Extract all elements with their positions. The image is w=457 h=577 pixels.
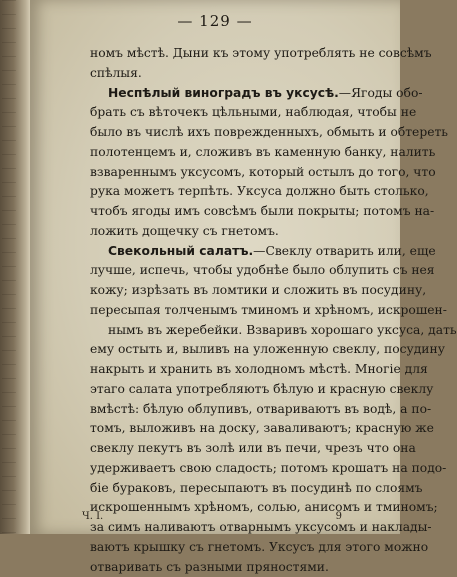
book-page: [30, 0, 400, 534]
recipe-title-beet-salad: Свекольный салатъ.: [108, 244, 253, 258]
text-line: ваютъ крышку съ гнетомъ. Уксусъ для этого можно: [90, 538, 406, 558]
text-line: вмѣстѣ: бѣлую облупивъ, отвариваютъ въ водѣ, а по-: [90, 400, 406, 420]
text-line: отваривать съ разными пряностями.: [90, 558, 406, 577]
text-line: біе бураковъ, пересыпаютъ въ посудинѣ по слоямъ: [90, 479, 406, 499]
page-number: — 129 —: [30, 12, 400, 30]
recipe-title-grapes: Неспѣлый виноградъ въ уксусѣ.: [108, 86, 339, 100]
text-line: нымъ въ жеребейки. Взваривъ хорошаго уксуса, дать: [90, 321, 406, 341]
text-line: удерживаетъ свою сладость; потомъ крошатъ на подо-: [90, 459, 406, 479]
text-line-rest: —Ягоды обо-: [339, 86, 423, 100]
text-line: кожу; изрѣзать въ ломтики и сложить въ посудину,: [90, 281, 406, 301]
text-line: свеклу пекутъ въ золѣ или въ печи, чрезъ что она: [90, 439, 406, 459]
text-line: томъ, выложивъ на доску, заваливаютъ; красную же: [90, 419, 406, 439]
sheet-number: 9: [336, 511, 342, 522]
text-line: брать съ вѣточекъ цѣльными, наблюдая, чтобы не: [90, 103, 406, 123]
text-line: взвареннымъ уксусомъ, который остылъ до того, что: [90, 163, 406, 183]
text-line: лучше, испечь, чтобы удобнѣе было облупить съ нея: [90, 261, 406, 281]
text-line: этаго салата употребляютъ бѣлую и красную свеклу: [90, 380, 406, 400]
text-line-rest: —Свеклу отварить или, еще: [253, 244, 436, 258]
text-line: накрыть и хранить въ холодномъ мѣстѣ. Многіе для: [90, 360, 406, 380]
page-text: [90, 44, 406, 577]
text-line: номъ мѣстѣ. Дыни къ этому употреблять не совсѣмъ: [90, 44, 406, 64]
recipe-heading-line: [90, 84, 406, 104]
text-line: спѣлыя.: [90, 64, 406, 84]
page-footer: [82, 511, 342, 527]
text-line: ему остыть и, выливъ на уложенную свеклу, посудину: [90, 340, 406, 360]
text-line: рука можетъ терпѣть. Уксуса должно быть столько,: [90, 182, 406, 202]
printer-signature-mark: Ч. I.: [82, 511, 103, 522]
text-line: искрошеннымъ хрѣномъ, солью, анисомъ и тминомъ;: [90, 498, 406, 518]
text-line: ложить дощечку съ гнетомъ.: [90, 222, 406, 242]
text-line: полотенцемъ и, сложивъ въ каменную банку, налить: [90, 143, 406, 163]
text-line: чтобъ ягоды имъ совсѣмъ были покрыты; потомъ на-: [90, 202, 406, 222]
previous-page-edge: [2, 0, 16, 534]
recipe-heading-line: [90, 242, 406, 262]
text-line: было въ числѣ ихъ поврежденныхъ, обмыть и обтереть: [90, 123, 406, 143]
text-line: за симъ наливаютъ отварнымъ уксусомъ и наклады-: [90, 518, 406, 538]
text-line: пересыпая толченымъ тминомъ и хрѣномъ, искрошен-: [90, 301, 406, 321]
